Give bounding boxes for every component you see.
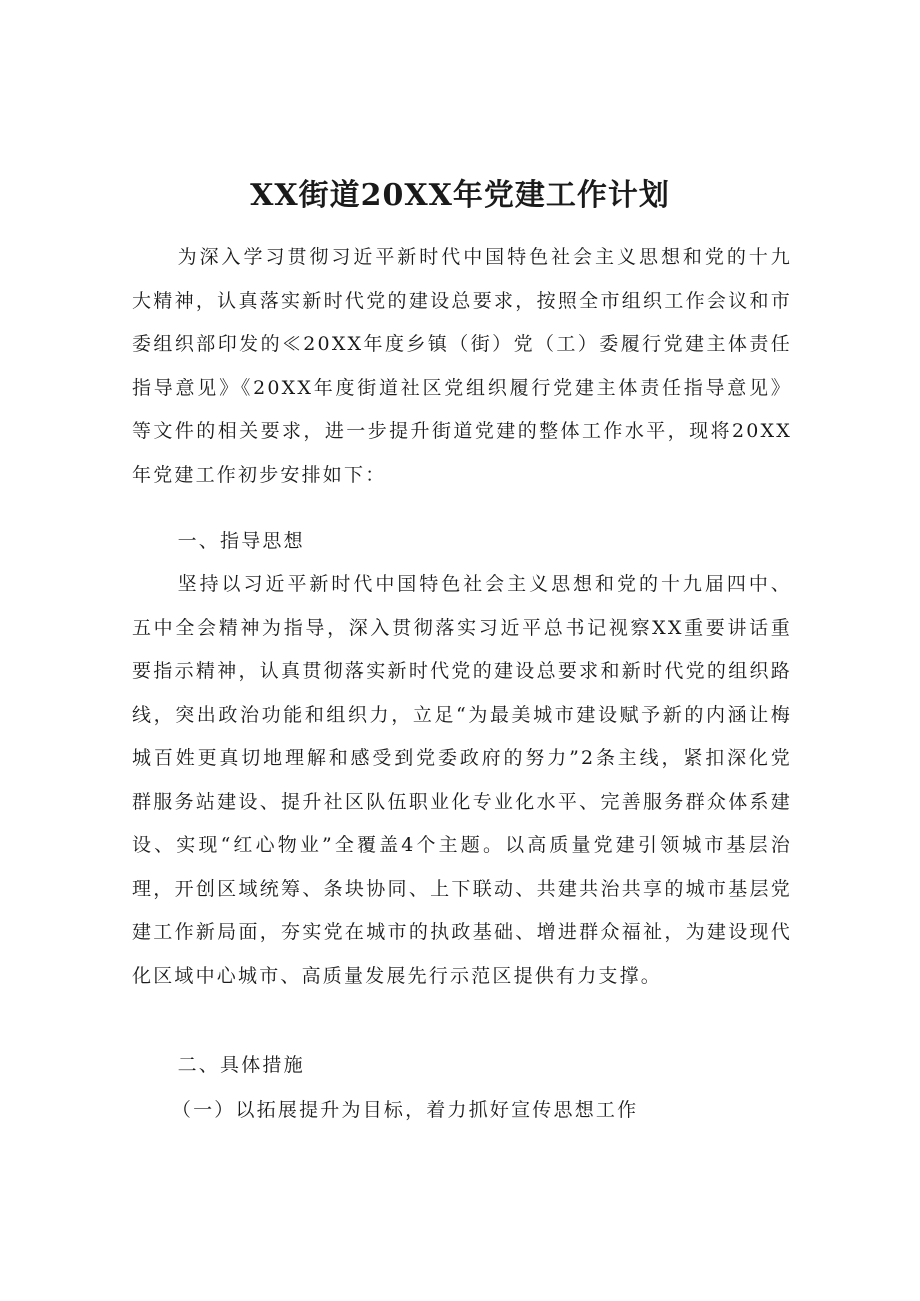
section-1-body: 坚持以习近平新时代中国特色社会主义思想和党的十九届四中、五中全会精神为指导，深入贯彻落实习近平总书记视察XX重要讲话重要指示精神，认真贯彻落实新时代党的建设总要求和新时代党的组织路线，突出政治功能和组织力，立足“为最美城市建设赋予新的内涵让梅城百姓更真切地理解和感受到党委政府的努力”2条主线，紧扣深化党群服务站建设、提升社区队伍职业化专业化水平、完善服务群众体系建设、实现“红心物业”全覆盖4个主题。以高质量党建引领城市基层治理，开创区域统筹、条块协同、上下联动、共建共治共享的城市基层党建工作新局面，夯实党在城市的执政基础、增进群众福祉，为建设现代化区域中心城市、高质量发展先行示范区提供有力支撑。 — [132, 573, 792, 987]
section-1-heading: 一、指导思想 — [177, 530, 305, 552]
intro-paragraph: 为深入学习贯彻习近平新时代中国特色社会主义思想和党的十九大精神，认真落实新时代党的建设总要求，按照全市组织工作会议和市委组织部印发的≪20XX年度乡镇（街）党（工）委履行党建主体责任指导意见》《20XX年度街道社区党组织履行党建主体责任指导意见》等文件的相关要求，进一步提升街道党建的整体工作水平，现将20XX年党建工作初步安排如下： — [132, 246, 792, 486]
document-title: XX街道20XX年党建工作计划 — [250, 178, 670, 213]
section-2-heading: 二、具体措施 — [177, 1054, 305, 1076]
subsection-1-heading: （一）以拓展提升为目标，着力抓好宣传思想工作 — [171, 1099, 639, 1121]
